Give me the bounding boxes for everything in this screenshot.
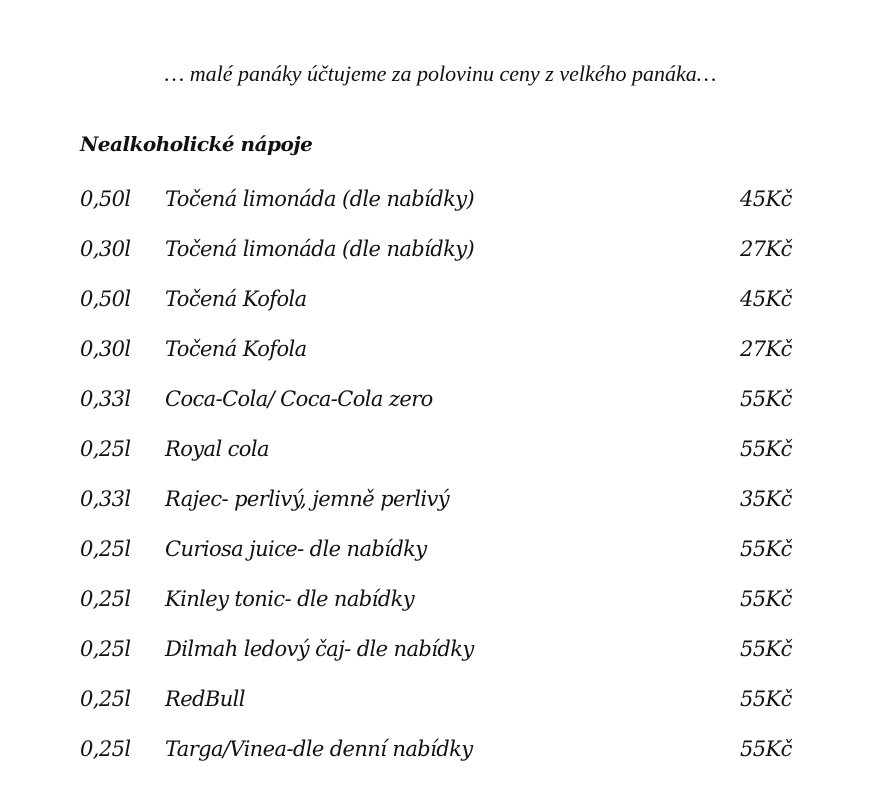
item-volume: 0,33l	[80, 487, 131, 511]
item-price: 55Kč	[740, 537, 792, 561]
menu-item	[0, 734, 881, 784]
item-volume: 0,25l	[80, 687, 131, 711]
menu-item	[0, 534, 881, 584]
item-volume: 0,25l	[80, 637, 131, 661]
item-volume: 0,25l	[80, 437, 131, 461]
item-price: 55Kč	[740, 437, 792, 461]
item-volume: 0,33l	[80, 387, 131, 411]
menu-item	[0, 634, 881, 684]
item-volume: 0,30l	[80, 237, 131, 261]
menu-item	[0, 584, 881, 634]
menu-item	[0, 234, 881, 284]
item-price: 27Kč	[740, 237, 792, 261]
item-price: 55Kč	[740, 587, 792, 611]
menu-item	[0, 484, 881, 534]
item-price: 55Kč	[740, 637, 792, 661]
menu-item	[0, 684, 881, 734]
item-name: Rajec- perlivý, jemně perlivý	[165, 487, 450, 511]
item-price: 45Kč	[740, 187, 792, 211]
item-name: RedBull	[165, 687, 245, 711]
item-name: Kinley tonic- dle nabídky	[165, 587, 414, 611]
menu-item	[0, 334, 881, 384]
item-price: 55Kč	[740, 387, 792, 411]
item-name: Točená Kofola	[165, 337, 307, 361]
item-volume: 0,25l	[80, 737, 131, 761]
item-name: Royal cola	[165, 437, 269, 461]
item-volume: 0,25l	[80, 587, 131, 611]
item-name: Točená limonáda (dle nabídky)	[165, 187, 475, 211]
menu-item	[0, 284, 881, 334]
item-volume: 0,50l	[80, 287, 131, 311]
item-volume: 0,50l	[80, 187, 131, 211]
section-title: Nealkoholické nápoje	[80, 132, 313, 156]
item-name: Curiosa juice- dle nabídky	[165, 537, 427, 561]
drinks-list	[0, 184, 881, 784]
item-name: Točená Kofola	[165, 287, 307, 311]
menu-item	[0, 434, 881, 484]
item-name: Targa/Vinea-dle denní nabídky	[165, 737, 473, 761]
item-price: 27Kč	[740, 337, 792, 361]
item-price: 55Kč	[740, 687, 792, 711]
item-name: Točená limonáda (dle nabídky)	[165, 237, 475, 261]
item-price: 55Kč	[740, 737, 792, 761]
item-price: 35Kč	[740, 487, 792, 511]
shot-pricing-note: … malé panáky účtujeme za polovinu ceny z velkého panáka…	[164, 61, 717, 86]
item-name: Coca-Cola/ Coca-Cola zero	[165, 387, 433, 411]
item-volume: 0,25l	[80, 537, 131, 561]
menu-item	[0, 384, 881, 434]
menu-item	[0, 184, 881, 234]
item-volume: 0,30l	[80, 337, 131, 361]
item-price: 45Kč	[740, 287, 792, 311]
item-name: Dilmah ledový čaj- dle nabídky	[165, 637, 474, 661]
